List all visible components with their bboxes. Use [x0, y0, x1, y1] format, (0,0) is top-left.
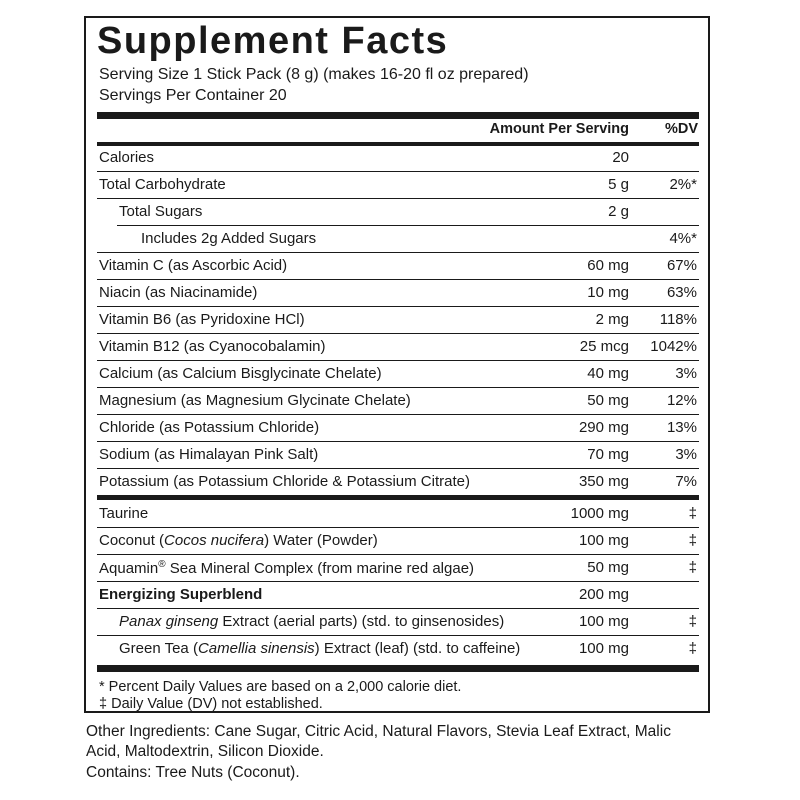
nutrient-amount: 70 mg: [587, 446, 629, 463]
nutrient-amount: 2 mg: [595, 311, 629, 328]
ingredient-amount: 1000 mg: [570, 505, 629, 522]
facts-row: [97, 254, 699, 280]
nutrient-amount: 50 mg: [587, 392, 629, 409]
nutrient-name: Sodium (as Himalayan Pink Salt): [99, 446, 319, 463]
nutrient-amount: 40 mg: [587, 365, 629, 382]
facts-row: [97, 502, 699, 528]
nutrient-amount: 290 mg: [578, 419, 629, 436]
facts-row: [97, 610, 699, 636]
nutrient-name: Vitamin B6 (as Pyridoxine HCl): [99, 311, 305, 328]
nutrient-name: Includes 2g Added Sugars: [141, 230, 317, 247]
facts-row: [97, 173, 699, 199]
ingredient-amount: 50 mg: [587, 559, 629, 576]
nutrient-dv: 63%: [666, 284, 697, 301]
facts-row: [97, 335, 699, 361]
row-divider: [97, 279, 699, 280]
row-divider: [97, 441, 699, 442]
row-divider: [97, 635, 699, 636]
other-ingredients: Other Ingredients: Cane Sugar, Citric Acid, Natural Flavors, Stevia Leaf Extract, Malic Acid, Maltodextrin, Silicon Dioxide.: [86, 723, 671, 760]
row-divider: [97, 306, 699, 307]
nutrient-dv: 13%: [666, 419, 697, 436]
row-divider: [97, 171, 699, 172]
nutrient-name: Potassium (as Potassium Chloride & Potassium Citrate): [99, 473, 470, 490]
nutrient-amount: 5 g: [608, 176, 629, 193]
row-divider: [117, 225, 699, 226]
nutrient-dv: 12%: [666, 392, 697, 409]
ingredient-name: Green Tea (Camellia sinensis) Extract (leaf) (std. to caffeine): [119, 640, 521, 657]
nutrient-amount: 10 mg: [587, 284, 629, 301]
ingredient-dv: ‡: [688, 505, 697, 522]
nutrient-dv: 67%: [666, 257, 697, 274]
nutrient-amount: 25 mcg: [579, 338, 629, 355]
nutrient-dv: 3%: [675, 365, 697, 382]
facts-row: [97, 470, 699, 496]
facts-row: [97, 389, 699, 415]
ingredient-name: Coconut (Cocos nucifera) Water (Powder): [99, 532, 378, 549]
allergen-statement: Contains: Tree Nuts (Coconut).: [86, 764, 300, 781]
servings-per-container: Servings Per Container 20: [99, 87, 287, 104]
row-divider: [97, 608, 699, 609]
facts-row: [97, 637, 699, 663]
facts-row: [97, 227, 699, 253]
nutrient-dv: 3%: [675, 446, 697, 463]
ingredient-name: Panax ginseng Extract (aerial parts) (std. to ginsenosides): [119, 613, 505, 630]
ingredient-name: Aquamin® Sea Mineral Complex (from marine red algae): [99, 559, 475, 577]
nutrient-name: Vitamin C (as Ascorbic Acid): [99, 257, 288, 274]
row-divider: [97, 581, 699, 582]
percent-dv-footnote: * Percent Daily Values are based on a 2,000 calorie diet.: [99, 679, 462, 695]
nutrient-name: Niacin (as Niacinamide): [99, 284, 258, 301]
dv-not-established-footnote: ‡ Daily Value (DV) not established.: [99, 696, 323, 712]
nutrient-name: Calories: [99, 149, 155, 166]
nutrient-name: Chloride (as Potassium Chloride): [99, 419, 320, 436]
nutrient-name: Vitamin B12 (as Cyanocobalamin): [99, 338, 326, 355]
nutrient-amount: 2 g: [608, 203, 629, 220]
nutrient-dv: 1042%: [650, 338, 697, 355]
amount-per-serving-header: Amount Per Serving: [489, 121, 629, 137]
nutrient-name: Total Carbohydrate: [99, 176, 226, 193]
facts-row: [97, 443, 699, 469]
panel-title: Supplement Facts: [97, 20, 449, 62]
nutrient-amount: 20: [612, 149, 629, 166]
row-divider: [97, 387, 699, 388]
row-divider: [97, 333, 699, 334]
row-divider: [97, 468, 699, 469]
facts-row: [97, 146, 699, 172]
facts-row: [97, 583, 699, 609]
thick-rule-bottom: [97, 665, 699, 672]
blend-name: Energizing Superblend: [99, 586, 263, 603]
thick-rule-top: [97, 112, 699, 119]
nutrient-dv: 118%: [659, 311, 697, 328]
facts-row: [97, 200, 699, 226]
facts-row: [97, 556, 699, 582]
facts-row: [97, 281, 699, 307]
nutrient-dv: 4%*: [669, 230, 697, 247]
facts-row: [97, 362, 699, 388]
row-divider: [97, 414, 699, 415]
facts-row: [97, 529, 699, 555]
nutrient-amount: 350 mg: [578, 473, 629, 490]
section-rule: [97, 495, 699, 500]
row-divider: [97, 527, 699, 528]
serving-size: Serving Size 1 Stick Pack (8 g) (makes 16-20 fl oz prepared): [99, 66, 529, 83]
ingredient-name: Taurine: [99, 505, 149, 522]
facts-row: [97, 308, 699, 334]
row-divider: [97, 252, 699, 253]
nutrient-amount: 60 mg: [587, 257, 629, 274]
nutrient-dv: 2%*: [669, 176, 697, 193]
nutrient-name: Total Sugars: [119, 203, 203, 220]
nutrient-name: Calcium (as Calcium Bisglycinate Chelate): [99, 365, 382, 382]
ingredient-amount: 100 mg: [578, 532, 629, 549]
nutrient-name: Magnesium (as Magnesium Glycinate Chelate): [99, 392, 411, 409]
ingredient-amount: 100 mg: [578, 640, 629, 657]
ingredient-amount: 100 mg: [578, 613, 629, 630]
ingredient-dv: ‡: [688, 613, 697, 630]
dv-header: %DV: [664, 121, 698, 137]
supplement-facts-panel: [84, 16, 710, 713]
row-divider: [97, 198, 699, 199]
row-divider: [97, 360, 699, 361]
row-divider: [97, 554, 699, 555]
ingredient-dv: ‡: [688, 640, 697, 657]
ingredient-dv: ‡: [688, 532, 697, 549]
facts-row: [97, 416, 699, 442]
nutrient-dv: 7%: [675, 473, 697, 490]
ingredient-dv: ‡: [688, 559, 697, 576]
blend-amount: 200 mg: [578, 586, 629, 603]
